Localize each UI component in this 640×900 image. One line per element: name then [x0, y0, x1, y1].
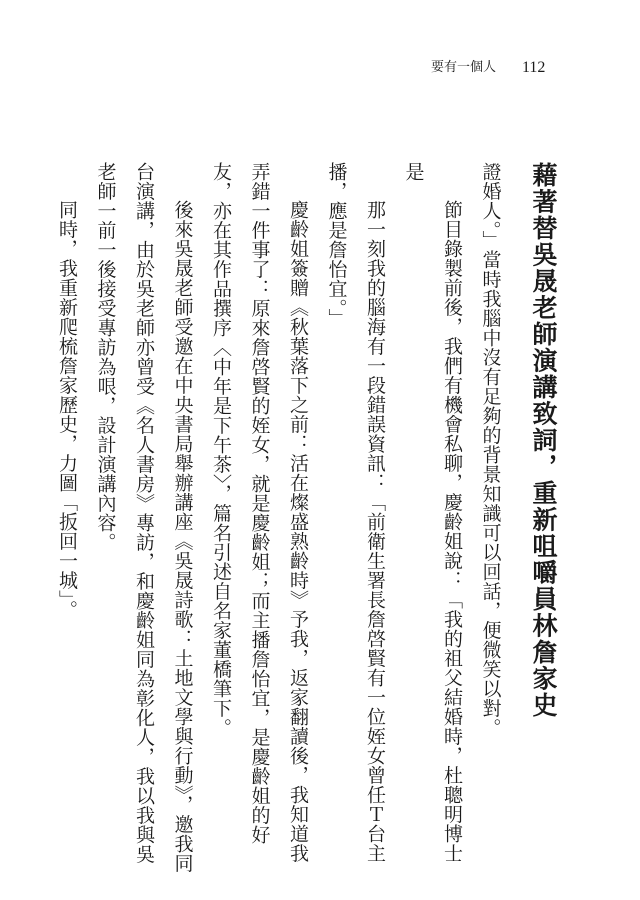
- paragraph: 節目錄製前後，我們有機會私聊，慶齡姐說：「我的祖父結婚時，杜聰明博士是: [402, 162, 463, 863]
- paragraph: 慶齡姐簽贈《秋葉落下之前：活在燦盛熟齡時》予我，返家翻讀後，我知道我弄錯一件事了：原來詹啓賢的姪女，就是慶齡姐；而主播詹怡宜，是慶齡姐的好友，亦在其作品撰序〈中年是下午茶〉，篇名引述自名家董橋筆下。: [210, 162, 309, 863]
- page-number: 112: [522, 59, 546, 76]
- body-text: [56, 162, 564, 882]
- paragraph-continuation: 證婚人。」當時我腦中沒有足夠的背景知識可以回話，便微笑以對。: [479, 162, 502, 738]
- section-heading: 藉著替吳晟老師演講致詞，重新咀嚼員林詹家史: [529, 162, 558, 719]
- paragraph: 同時，我重新爬梳詹家歷史，力圖「扳回一城」。: [56, 200, 78, 620]
- running-title: 要有一個人: [431, 60, 497, 75]
- paragraph: 後來吳晟老師受邀在中央書局舉辦講座《吳晟詩歌：土地文學與行動》，邀我同台演講，由於吳老師亦曾受《名人書房》專訪，和慶齡姐同為彰化人，我以我與吳老師一前一後接受專訪為哏，設計演講內容。: [94, 162, 194, 873]
- paragraph: 那一刻我的腦海有一段錯誤資訊：「前衛生署長詹啓賢有一位姪女曾任Ｔ台主播，應是詹怡宜。」: [325, 162, 386, 863]
- running-header: [0, 58, 640, 78]
